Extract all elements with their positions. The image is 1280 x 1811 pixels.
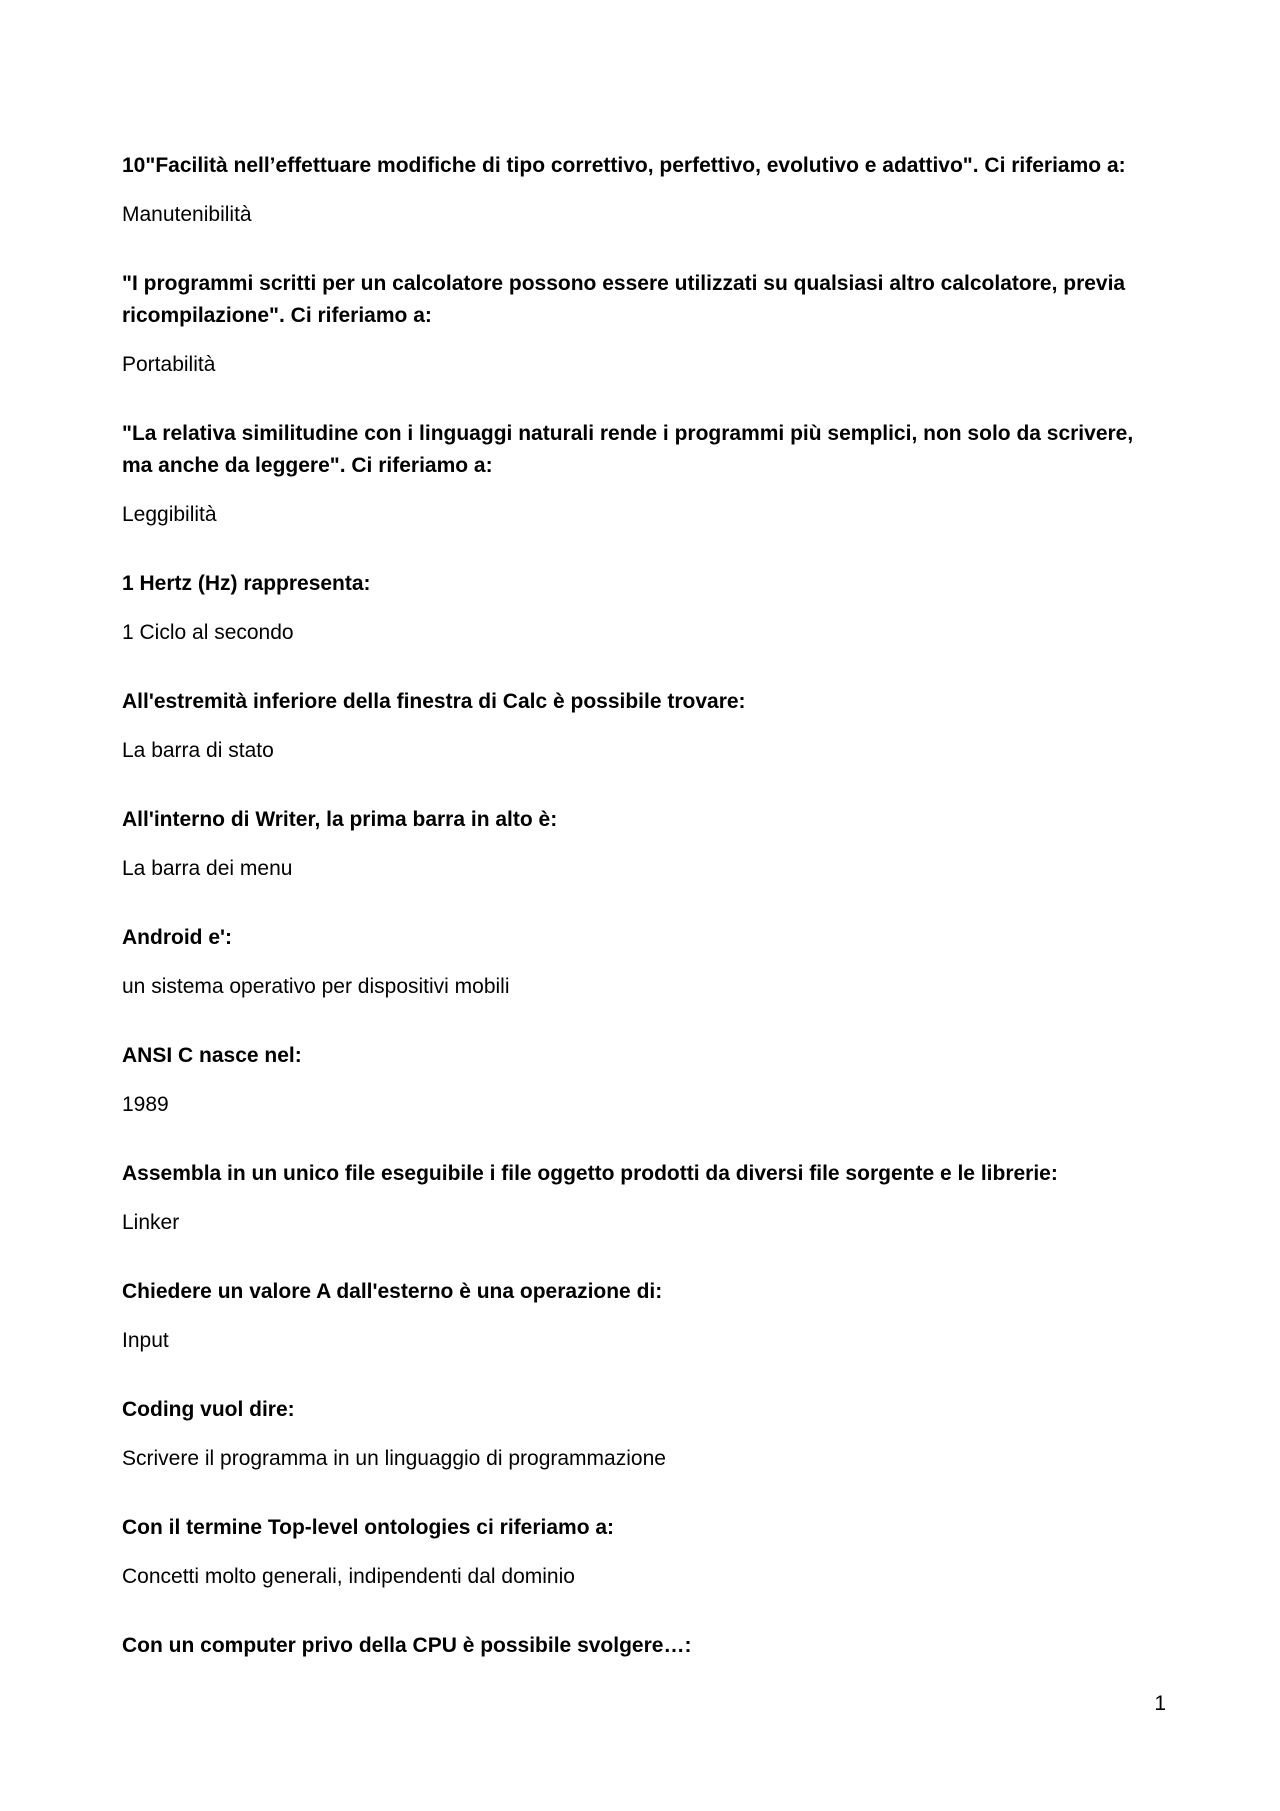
qa-item: [122, 686, 1162, 767]
question-text: Assembla in un unico file eseguibile i file oggetto prodotti da diversi file sorgente e le librerie:: [122, 1162, 1058, 1185]
question-text: All'interno di Writer, la prima barra in alto è:: [122, 808, 558, 831]
qa-item: [122, 418, 1162, 531]
qa-item: [122, 1512, 1162, 1593]
answer-text: un sistema operativo per dispositivi mobili: [122, 975, 510, 998]
page-number: 1: [1154, 1692, 1166, 1715]
question-text: Coding vuol dire:: [122, 1398, 295, 1421]
question-text: 1 Hertz (Hz) rappresenta:: [122, 572, 371, 595]
answer-text: Leggibilità: [122, 503, 217, 526]
answer-text: La barra dei menu: [122, 857, 293, 880]
answer-text: Concetti molto generali, indipendenti dal dominio: [122, 1565, 575, 1588]
qa-item: [122, 1630, 1162, 1662]
answer-text: 1989: [122, 1093, 169, 1116]
question-text: 10"Facilità nell’effettuare modifiche di tipo correttivo, perfettivo, evolutivo e adattivo". Ci riferiamo a:: [122, 154, 1126, 177]
qa-item: [122, 568, 1162, 649]
question-text: Chiedere un valore A dall'esterno è una operazione di:: [122, 1280, 663, 1303]
question-text: All'estremità inferiore della finestra di Calc è possibile trovare:: [122, 690, 746, 713]
qa-item: [122, 150, 1162, 231]
qa-item: [122, 1158, 1162, 1239]
answer-text: 1 Ciclo al secondo: [122, 621, 294, 644]
answer-text: Linker: [122, 1211, 180, 1234]
qa-item: [122, 922, 1162, 1003]
answer-text: Portabilità: [122, 353, 216, 376]
qa-item: [122, 1394, 1162, 1475]
answer-text: Input: [122, 1329, 169, 1352]
question-text: Con il termine Top-level ontologies ci riferiamo a:: [122, 1516, 615, 1539]
qa-item: [122, 268, 1162, 381]
question-text: "La relativa similitudine con i linguaggi naturali rende i programmi più semplici, non solo da scrivere, ma anche da leggere". Ci riferiamo a:: [122, 422, 1134, 477]
question-text: ANSI C nasce nel:: [122, 1044, 302, 1067]
question-text: Android e':: [122, 926, 232, 949]
document-body: [122, 150, 1162, 1680]
qa-item: [122, 804, 1162, 885]
answer-text: Manutenibilità: [122, 203, 252, 226]
qa-item: [122, 1040, 1162, 1121]
question-text: "I programmi scritti per un calcolatore possono essere utilizzati su qualsiasi altro calcolatore, previa ricompilazione". Ci riferiamo a:: [122, 272, 1126, 327]
qa-item: [122, 1276, 1162, 1357]
answer-text: Scrivere il programma in un linguaggio di programmazione: [122, 1447, 666, 1470]
answer-text: La barra di stato: [122, 739, 274, 762]
question-text: Con un computer privo della CPU è possibile svolgere…:: [122, 1634, 692, 1657]
